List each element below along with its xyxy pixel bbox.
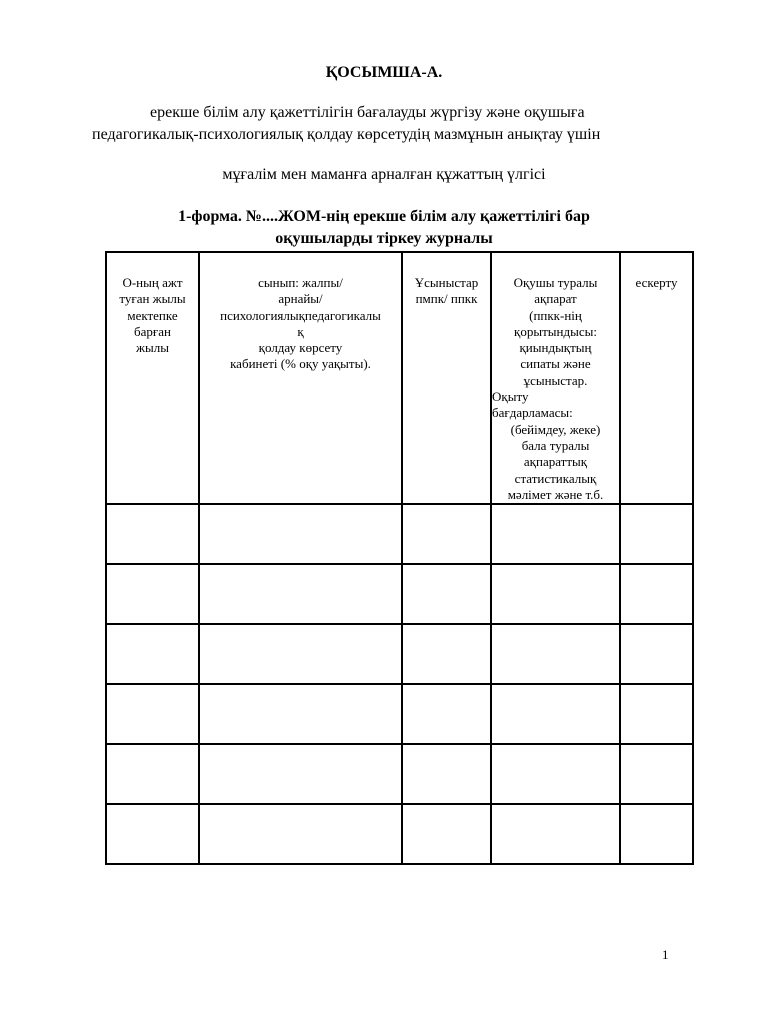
table-cell	[106, 744, 199, 804]
table-cell	[106, 804, 199, 864]
table-cell	[620, 684, 693, 744]
header-text-line: мәлімет және т.б.	[507, 486, 604, 502]
header-text-line: Оқушы туралы	[513, 275, 598, 290]
table-row	[106, 684, 693, 744]
table-cell	[106, 624, 199, 684]
header-text-line: қолдау көрсету	[258, 340, 343, 356]
table-cell	[402, 804, 491, 864]
table-cell	[491, 624, 620, 684]
header-text-line: кабинеті (% оқу уақыты).	[230, 356, 371, 372]
header-text-line: ескерту	[635, 275, 678, 290]
header-text-line: туған жылы	[119, 291, 186, 307]
table-cell	[199, 504, 402, 564]
header-text-line: (бейімдеу, жеке)	[510, 421, 601, 437]
column-header-recommendations	[402, 252, 491, 504]
table-row	[106, 744, 693, 804]
header-text-line: қорытындысы:	[514, 323, 597, 339]
table-row	[106, 504, 693, 564]
header-text-line: Оқыту	[492, 389, 529, 405]
column-header-class-type	[199, 252, 402, 504]
table-cell	[491, 504, 620, 564]
header-text-line: ақпараттық	[523, 454, 588, 470]
header-text-line: сипаты және	[520, 356, 591, 372]
header-text-line: бала туралы	[521, 437, 590, 453]
table-cell	[491, 744, 620, 804]
table-cell	[620, 744, 693, 804]
table-cell	[402, 744, 491, 804]
form-title-line-2: оқушыларды тіркеу журналы	[275, 230, 493, 247]
table-cell	[199, 804, 402, 864]
header-text-line: статистикалық	[514, 470, 597, 486]
column-header-student-info	[491, 252, 620, 504]
table-cell	[491, 804, 620, 864]
table-cell	[491, 564, 620, 624]
table-row	[106, 564, 693, 624]
header-text-line: ұсыныстар.	[523, 372, 588, 388]
subtitle-line-2: педагогикалық-психологиялық қолдау көрсетудің мазмұнын анықтау үшін	[92, 126, 601, 143]
header-text-line: ақпарат	[534, 291, 577, 307]
table-header-row	[106, 252, 693, 504]
column-header-note	[620, 252, 693, 504]
header-text-line: О-ның ажт	[122, 275, 183, 290]
table-cell	[620, 804, 693, 864]
header-text-line: арнайы/	[278, 291, 323, 307]
subtitle-line-1: ерекше білім алу қажеттілігін бағалауды жүргізу және оқушыға	[150, 104, 585, 121]
table-cell	[106, 684, 199, 744]
table-cell	[402, 504, 491, 564]
table-row	[106, 624, 693, 684]
page-number: 1	[662, 947, 669, 962]
table-cell	[402, 624, 491, 684]
page-title: ҚОСЫМША-А.	[325, 64, 443, 81]
subtitle-line-3: мұғалім мен маманға арналған құжаттың үлгісі	[222, 166, 546, 183]
registration-journal-table	[105, 251, 694, 865]
table-row	[106, 804, 693, 864]
table-cell	[620, 564, 693, 624]
header-text-line: сынып: жалпы/	[258, 275, 343, 290]
header-text-line: қ	[297, 323, 304, 339]
table-cell	[620, 624, 693, 684]
table-cell	[620, 504, 693, 564]
table-cell	[402, 684, 491, 744]
header-text-line: барған	[134, 323, 171, 339]
header-text-line: жылы	[136, 340, 169, 356]
column-header-birth-year	[106, 252, 199, 504]
table-cell	[199, 564, 402, 624]
table-cell	[199, 624, 402, 684]
table-cell	[106, 504, 199, 564]
table-cell	[199, 744, 402, 804]
header-text-line: Ұсыныстар	[414, 275, 479, 290]
table-cell	[106, 564, 199, 624]
header-text-line: (ппкк-нің	[529, 307, 582, 323]
header-text-line: пмпк/ ппкк	[415, 291, 478, 307]
header-text-line: психологиялықпедагогикалы	[220, 307, 381, 323]
header-text-line: қиындықтың	[519, 340, 592, 356]
form-title-line-1: 1-форма. №....ЖОМ-нің ерекше білім алу қажеттілігі бар	[178, 208, 590, 225]
header-text-line: бағдарламасы:	[492, 405, 573, 421]
table-cell	[199, 684, 402, 744]
header-text-line: мектепке	[127, 307, 178, 323]
table-cell	[491, 684, 620, 744]
table-cell	[402, 564, 491, 624]
